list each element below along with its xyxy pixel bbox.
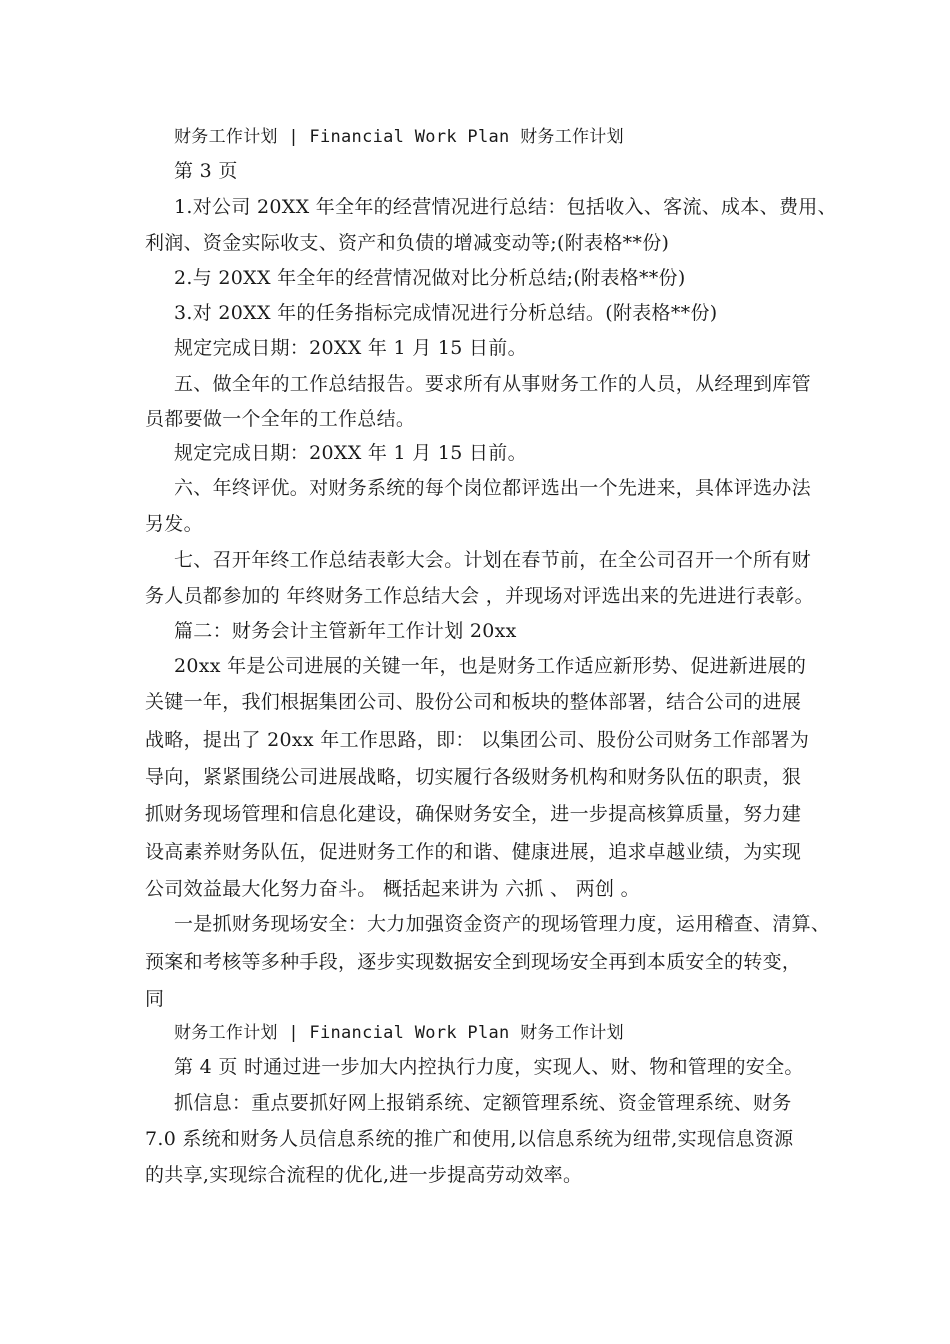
page-header: 财务工作计划 | Financial Work Plan 财务工作计划 [174, 127, 624, 147]
paragraph-line: 规定完成日期：20XX 年 1 月 15 日前。 [174, 442, 527, 464]
paragraph-line: 抓财务现场管理和信息化建设，确保财务安全，进一步提高核算质量，努力建 [145, 803, 802, 825]
page-number: 第 3 页 [174, 160, 238, 182]
paragraph-line: 的共享,实现综合流程的优化,进一步提高劳动效率。 [145, 1164, 583, 1186]
paragraph-line: 抓信息：重点要抓好网上报销系统、定额管理系统、资金管理系统、财务 [174, 1092, 792, 1114]
paragraph-line: 20xx 年是公司进展的关键一年，也是财务工作适应新形势、促进新进展的 [174, 655, 807, 677]
paragraph-line: 关键一年，我们根据集团公司、股份公司和板块的整体部署，结合公司的进展 [145, 691, 802, 713]
paragraph-line: 一是抓财务现场安全：大力加强资金资产的现场管理力度，运用稽查、清算、 [174, 913, 831, 935]
paragraph-line: 七、召开年终工作总结表彰大会。计划在春节前，在全公司召开一个所有财 [174, 549, 811, 571]
page-header: 财务工作计划 | Financial Work Plan 财务工作计划 [174, 1023, 624, 1043]
paragraph-line: 规定完成日期：20XX 年 1 月 15 日前。 [174, 337, 527, 359]
paragraph-line: 利润、资金实际收支、资产和负债的增减变动等;(附表格**份) [145, 232, 670, 254]
paragraph-line: 3.对 20XX 年的任务指标完成情况进行分析总结。(附表格**份) [174, 302, 718, 324]
section-heading: 篇二：财务会计主管新年工作计划 20xx [174, 620, 517, 642]
paragraph-line: 公司效益最大化努力奋斗。 概括起来讲为 六抓 、 两创 。 [145, 878, 640, 900]
paragraph-line: 员都要做一个全年的工作总结。 [145, 408, 416, 430]
paragraph-line: 1.对公司 20XX 年全年的经营情况进行总结：包括收入、客流、成本、费用、 [174, 196, 837, 218]
page-number-line: 第 4 页 时通过进一步加大内控执行力度，实现人、财、物和管理的安全。 [174, 1056, 804, 1078]
paragraph-line: 战略，提出了 20xx 年工作思路，即： 以集团公司、股份公司财务工作部署为 [145, 729, 810, 751]
paragraph-line: 预案和考核等多种手段，逐步实现数据安全到现场安全再到本质安全的转变， [145, 951, 802, 973]
paragraph-line: 设高素养财务队伍，促进财务工作的和谐、健康进展，追求卓越业绩，为实现 [145, 841, 802, 863]
paragraph-line: 六、年终评优。对财务系统的每个岗位都评选出一个先进来，具体评选办法 [174, 477, 811, 499]
paragraph-line: 7.0 系统和财务人员信息系统的推广和使用,以信息系统为纽带,实现信息资源 [145, 1128, 794, 1150]
paragraph-line: 务人员都参加的 年终财务工作总结大会 ，并现场对评选出来的先进进行表彰。 [145, 585, 814, 607]
paragraph-line: 2.与 20XX 年全年的经营情况做对比分析总结;(附表格**份) [174, 267, 686, 289]
paragraph-line: 导向，紧紧围绕公司进展战略，切实履行各级财务机构和财务队伍的职责，狠 [145, 766, 802, 788]
paragraph-line: 同 [145, 988, 165, 1010]
paragraph-line: 五、做全年的工作总结报告。要求所有从事财务工作的人员，从经理到库管 [174, 373, 811, 395]
paragraph-line: 另发。 [145, 513, 203, 535]
